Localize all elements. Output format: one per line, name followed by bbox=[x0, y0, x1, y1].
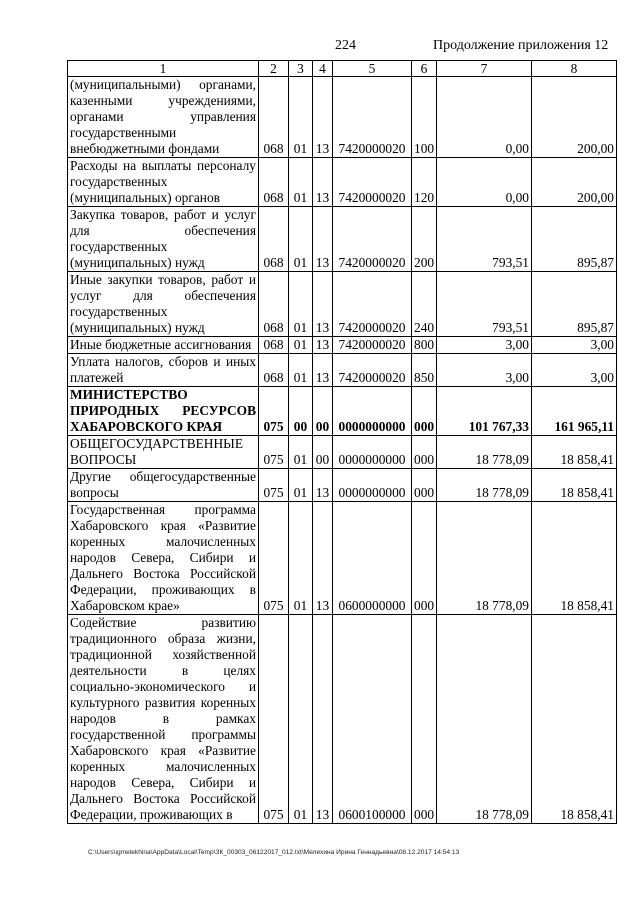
row-name: Уплата налогов, сборов и иных платежей bbox=[68, 354, 259, 387]
column-header: 5 bbox=[333, 61, 412, 77]
subsection-code: 13 bbox=[313, 158, 333, 207]
table-row bbox=[68, 502, 617, 615]
admin-code: 075 bbox=[259, 502, 289, 615]
row-name: (муниципальными) органами, казенными учреждениями, органами управления государственными внебюджетными фондами bbox=[68, 77, 259, 158]
amount-2019: 18 858,41 bbox=[532, 436, 617, 469]
subsection-code: 00 bbox=[313, 436, 333, 469]
subsection-code: 13 bbox=[313, 469, 333, 502]
target-code: 7420000020 bbox=[333, 158, 412, 207]
amount-2019: 18 858,41 bbox=[532, 502, 617, 615]
amount-2018: 3,00 bbox=[437, 337, 532, 354]
target-code: 0000000000 bbox=[333, 387, 412, 436]
expense-type-code: 850 bbox=[412, 354, 437, 387]
amount-2018: 101 767,33 bbox=[437, 387, 532, 436]
amount-2019: 18 858,41 bbox=[532, 615, 617, 824]
admin-code: 068 bbox=[259, 272, 289, 337]
subsection-code: 13 bbox=[313, 77, 333, 158]
amount-2019: 895,87 bbox=[532, 272, 617, 337]
amount-2018: 18 778,09 bbox=[437, 436, 532, 469]
table-row bbox=[68, 337, 617, 354]
column-header: 6 bbox=[412, 61, 437, 77]
table-header-row bbox=[68, 61, 617, 77]
expense-type-code: 000 bbox=[412, 436, 437, 469]
row-name: Другие общегосударственные вопросы bbox=[68, 469, 259, 502]
target-code: 7420000020 bbox=[333, 207, 412, 272]
admin-code: 068 bbox=[259, 207, 289, 272]
column-header: 1 bbox=[68, 61, 259, 77]
subsection-code: 13 bbox=[313, 337, 333, 354]
subsection-code: 13 bbox=[313, 354, 333, 387]
amount-2018: 0,00 bbox=[437, 77, 532, 158]
expense-type-code: 240 bbox=[412, 272, 437, 337]
table-row bbox=[68, 272, 617, 337]
subsection-code: 00 bbox=[313, 387, 333, 436]
target-code: 0000000000 bbox=[333, 469, 412, 502]
section-code: 01 bbox=[289, 207, 313, 272]
table-row bbox=[68, 436, 617, 469]
section-code: 01 bbox=[289, 354, 313, 387]
amount-2018: 793,51 bbox=[437, 207, 532, 272]
expense-type-code: 120 bbox=[412, 158, 437, 207]
admin-code: 068 bbox=[259, 337, 289, 354]
table-row bbox=[68, 387, 617, 436]
admin-code: 075 bbox=[259, 387, 289, 436]
amount-2018: 3,00 bbox=[437, 354, 532, 387]
expense-type-code: 000 bbox=[412, 469, 437, 502]
section-code: 00 bbox=[289, 387, 313, 436]
expense-type-code: 100 bbox=[412, 77, 437, 158]
table-row bbox=[68, 158, 617, 207]
amount-2018: 18 778,09 bbox=[437, 502, 532, 615]
row-name: Иные закупки товаров, работ и услуг для обеспечения государственных (муниципальных) нужд bbox=[68, 272, 259, 337]
subsection-code: 13 bbox=[313, 272, 333, 337]
column-header: 8 bbox=[532, 61, 617, 77]
amount-2018: 793,51 bbox=[437, 272, 532, 337]
table-row bbox=[68, 77, 617, 158]
row-name: ОБЩЕГОСУДАРСТВЕННЫЕ ВОПРОСЫ bbox=[68, 436, 259, 469]
page-number: 224 bbox=[335, 38, 356, 53]
amount-2018: 0,00 bbox=[437, 158, 532, 207]
target-code: 7420000020 bbox=[333, 337, 412, 354]
amount-2019: 161 965,11 bbox=[532, 387, 617, 436]
admin-code: 075 bbox=[259, 615, 289, 824]
section-code: 01 bbox=[289, 337, 313, 354]
table-row bbox=[68, 354, 617, 387]
row-name: Содействие развитию традиционного образа жизни, традиционной хозяйственной деятельности в целях социально-экономического и культурного развития коренных народов в рамках государственной программы Хабаровского края «Развитие коренных малочисленных народов Севера, Сибири и Дальнего Востока Российской Федерации, проживающих в bbox=[68, 615, 259, 824]
amount-2019: 3,00 bbox=[532, 354, 617, 387]
column-header: 4 bbox=[313, 61, 333, 77]
subsection-code: 13 bbox=[313, 615, 333, 824]
continuation-label: Продолжение приложения 12 bbox=[433, 38, 609, 53]
section-code: 01 bbox=[289, 158, 313, 207]
admin-code: 068 bbox=[259, 77, 289, 158]
target-code: 7420000020 bbox=[333, 77, 412, 158]
row-name: Расходы на выплаты персоналу государственных (муниципальных) органов bbox=[68, 158, 259, 207]
budget-table bbox=[67, 60, 617, 824]
admin-code: 068 bbox=[259, 158, 289, 207]
section-code: 01 bbox=[289, 436, 313, 469]
row-name: Иные бюджетные ассигнования bbox=[68, 337, 259, 354]
column-header: 3 bbox=[289, 61, 313, 77]
section-code: 01 bbox=[289, 615, 313, 824]
admin-code: 075 bbox=[259, 436, 289, 469]
column-header: 7 bbox=[437, 61, 532, 77]
table-row bbox=[68, 615, 617, 824]
expense-type-code: 000 bbox=[412, 502, 437, 615]
target-code: 7420000020 bbox=[333, 354, 412, 387]
amount-2018: 18 778,09 bbox=[437, 469, 532, 502]
section-code: 01 bbox=[289, 272, 313, 337]
amount-2019: 200,00 bbox=[532, 77, 617, 158]
section-code: 01 bbox=[289, 469, 313, 502]
amount-2019: 200,00 bbox=[532, 158, 617, 207]
table-row bbox=[68, 469, 617, 502]
file-path-footer: C:\Users\igmelekhina\AppData\Local\Temp\ЗК_00303_06122017_012.txt\Мелехина Ирина Геннадьевна\08.12.2017 14:54:13 bbox=[88, 849, 460, 856]
expense-type-code: 200 bbox=[412, 207, 437, 272]
admin-code: 068 bbox=[259, 354, 289, 387]
row-name: Государственная программа Хабаровского края «Развитие коренных малочисленных народов Севера, Сибири и Дальнего Востока Российской Федерации, проживающих в Хабаровском крае» bbox=[68, 502, 259, 615]
admin-code: 075 bbox=[259, 469, 289, 502]
target-code: 0000000000 bbox=[333, 436, 412, 469]
amount-2019: 895,87 bbox=[532, 207, 617, 272]
subsection-code: 13 bbox=[313, 207, 333, 272]
amount-2019: 3,00 bbox=[532, 337, 617, 354]
column-header: 2 bbox=[259, 61, 289, 77]
amount-2018: 18 778,09 bbox=[437, 615, 532, 824]
target-code: 7420000020 bbox=[333, 272, 412, 337]
amount-2019: 18 858,41 bbox=[532, 469, 617, 502]
section-code: 01 bbox=[289, 502, 313, 615]
expense-type-code: 000 bbox=[412, 615, 437, 824]
section-code: 01 bbox=[289, 77, 313, 158]
row-name: МИНИСТЕРСТВО ПРИРОДНЫХ РЕСУРСОВ ХАБАРОВСКОГО КРАЯ bbox=[68, 387, 259, 436]
target-code: 0600000000 bbox=[333, 502, 412, 615]
expense-type-code: 000 bbox=[412, 387, 437, 436]
expense-type-code: 800 bbox=[412, 337, 437, 354]
subsection-code: 13 bbox=[313, 502, 333, 615]
table-row bbox=[68, 207, 617, 272]
row-name: Закупка товаров, работ и услуг для обеспечения государственных (муниципальных) нужд bbox=[68, 207, 259, 272]
target-code: 0600100000 bbox=[333, 615, 412, 824]
